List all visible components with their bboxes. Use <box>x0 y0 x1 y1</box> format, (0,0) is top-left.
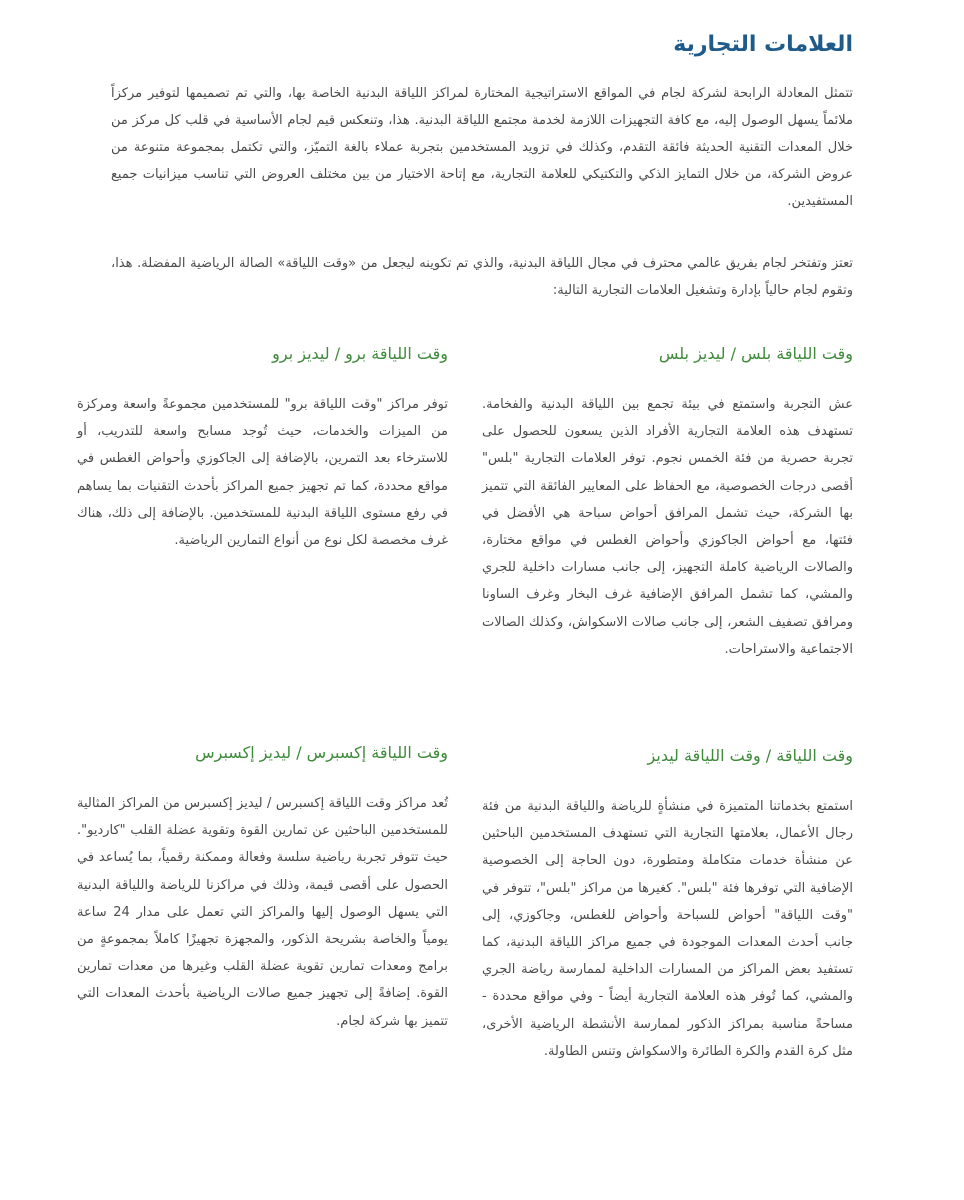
section-plus <box>482 344 853 663</box>
intro-paragraph-2: تعتز وتفتخر لجام بفريق عالمي محترف في مجال اللياقة البدنية، والذي تم تكوينه ليجعل من «وقت اللياقة» الصالة الرياضية المفضلة. هذا، وتقوم لجام حالياً بإدارة وتشغيل العلامات التجارية التالية: <box>111 256 853 298</box>
section-pro-body: توفر مراكز "وقت اللياقة برو" للمستخدمين مجموعةً واسعة ومركزة من الميزات والخدمات، حيث تُوجد مسابح واسعة للتدريب، أو للاسترخاء بعد التمرين، بالإضافة إلى الجاكوزي وأحواض الغطس في مواقع محددة، كما تم تجهيز جميع المراكز بأحدث التقنيات بما يساهم في رفع مستوى اللياقة البدنية للمستخدمين. بالإضافة إلى ذلك، هناك غرف مخصصة لكل نوع من أنواع التمارين الرياضية. <box>77 397 448 549</box>
section-xpress-title: وقت اللياقة إكسبرس / ليديز إكسبرس <box>195 743 448 762</box>
section-xpress <box>77 743 448 1035</box>
section-lady-body: استمتع بخدماتنا المتميزة في منشأةٍ للرياضة واللياقة البدنية من فئة رجال الأعمال، بعلامتها التجارية التي تستهدف المستخدمين الباحثين عن منشأة خدمات متكاملة ومتطورة، دون الحاجة إلى الخصوصية الإضافية التي توفرها فئة "بلس". كغيرها من مراكز "بلس"، تتوفر في "وقت اللياقة" أحواض للسباحة وأحواض للغطس، وجاكوزي، إلى جانب أحدث المعدات الموجودة في جميع مراكز اللياقة البدنية، كما تستفيد بعض المراكز من المسارات الداخلية لممارسة رياضة الجري والمشي، كما تُوفر هذه العلامة التجارية أيضاً - وفي مواقع محددة - مساحةً مناسبة بمراكز الذكور لممارسة الأنشطة الرياضية الأخرى، مثل كرة القدم والكرة الطائرة والاسكواش وتنس الطاولة. <box>482 799 853 1059</box>
page-title: العلامات التجارية <box>673 32 853 57</box>
section-plus-body: عش التجربة واستمتع في بيئة تجمع بين اللياقة البدنية والفخامة. تستهدف هذه العلامة التجارية الأفراد الذين يسعون للحصول على تجربة حصرية من فئة الخمس نجوم. توفر العلامات التجارية "بلس" أقصى درجات الخصوصية، مع الحفاظ على المعايير الفائقة التي تتميز بها الشركة، حيث تشمل المرافق أحواض سباحة هي الأفضل في فئتها، مع أحواض الجاكوزي وأحواض الغطس في مواقع مختارة، والصالات الرياضية كاملة التجهيز، إلى جانب مسارات داخلية للجري والمشي، كما تشمل المرافق الإضافية غرف البخار وغرف الساونا ومرافق تصفيف الشعر، إلى جانب صالات الاسكواش، وكذلك الصالات الاجتماعية والاستراحات. <box>482 397 853 657</box>
section-lady <box>482 746 853 1065</box>
section-plus-title: وقت اللياقة بلس / ليديز بلس <box>658 344 853 363</box>
section-pro <box>77 344 448 554</box>
section-pro-title: وقت اللياقة برو / ليديز برو <box>272 344 448 363</box>
intro-paragraph-1: تتمثل المعادلة الرابحة لشركة لجام في المواقع الاستراتيجية المختارة لمراكز اللياقة البدنية الخاصة بها، والتي تم تصميمها لتوفير مركزاً ملائماً يسهل الوصول إليه، مع كافة التجهيزات اللازمة لخدمة مجتمع اللياقة البدنية. هذا، وتنعكس قيم لجام الأساسية في قلب كل مركز من خلال المعدات التقنية الحديثة فائقة التقدم، وكذلك في تزويد المستخدمين بتجربة عملاء بالغة التميّز، والتي تكتمل بمجموعة متنوعة من عروض الشركة، من خلال التمايز الذكي والتكتيكي للعلامة التجارية، مع إتاحة الاختيار من بين مختلف العروض التي تناسب ميزانيات جميع المستفيدين. <box>111 86 853 209</box>
section-xpress-body: تُعد مراكز وقت اللياقة إكسبرس / ليديز إكسبرس من المراكز المثالية للمستخدمين الباحثين عن تمارين القوة وتقوية عضلة القلب "كارديو". حيث تتوفر تجربة رياضية سلسة وفعالة وممكنة رقمياً، بما يُساعد في الحصول على أقصى قيمة، وذلك في مراكزنا للرياضة واللياقة البدنية التي يسهل الوصول إليها والمراكز التي تعمل على مدار 24 ساعة يومياً والخاصة بشريحة الذكور، والمجهزة تجهيزًا كاملاً بمجموعةٍ من برامج ومعدات تمارين تقوية عضلة القلب وغيرها من معدات تمارين القوة. إضافةً إلى تجهيز جميع صالات الرياضية بأحدث المعدات التي تتميز بها شركة لجام. <box>77 796 448 1029</box>
section-lady-title: وقت اللياقة / وقت اللياقة ليديز <box>647 746 853 765</box>
